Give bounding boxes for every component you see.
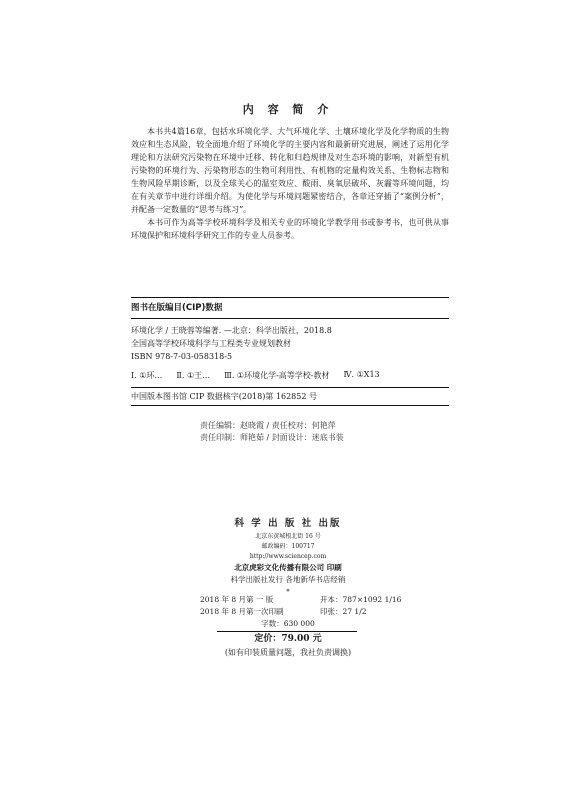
edition-specs xyxy=(200,594,420,659)
publisher-postcode: 邮政编码：100717 xyxy=(261,543,315,550)
summary-paragraph-1: 本书共4篇16章，包括水环境化学、大气环境化学、土壤环境化学及化学物质的生物效应和生态风险，较全面地介绍了环境化学的主要内容和最新研究进展，阐述了运用化学理论和方法研究污染物在环境中迁移、转化和归趋规律及对生态环境的影响，对新型有机污染物的环境行为、污染物形态的生物可利用性、有机物的定量构效关系、生物标志物和生物风险早期诊断，以及全球关心的温室效应、酸雨、臭氧层破坏、灰霾等环境问题，均在有关章节中进行详细介绍。为使化学与环境问题紧密结合，各章还穿插了“案例分析”，并配备一定数量的“思考与练习”。 xyxy=(131,127,449,214)
cip-class-1: Ⅰ. ①环… xyxy=(131,371,163,380)
cip-heading: 图书在版编目(CIP)数据 xyxy=(131,303,223,313)
printing-info: 2018 年 8 月第一次印刷 xyxy=(200,607,284,616)
staff-print-design: 责任印制：师艳茹 / 封面设计：迷底书装 xyxy=(200,433,344,442)
price: 定价：79.00 元 xyxy=(254,634,322,644)
spec-row-2 xyxy=(200,606,420,618)
publisher-name: 科 学 出 版 社 出版 xyxy=(234,518,342,529)
responsible-staff xyxy=(200,420,420,444)
publisher-website: http://www.sciencep.com xyxy=(249,553,327,560)
price-rule xyxy=(217,631,357,632)
cip-bottom-rule xyxy=(131,405,449,406)
publisher-address: 北京东黄城根北街 16 号 xyxy=(255,533,321,540)
summary-paragraph-2: 本书可作为高等学校环境科学及相关专业的环境化学教学用书或参考书，也可供从事环境保护和环境科学研究工作的专业人员参考。 xyxy=(131,218,449,240)
cip-series-line: 全国高等学校环境科学与工程类专业规划教材 xyxy=(131,339,291,348)
cip-data-block xyxy=(131,297,449,406)
cip-class-4: Ⅳ. ①X13 xyxy=(343,370,380,379)
content-summary xyxy=(131,125,449,242)
format-info: 开本：787×1092 1/16 xyxy=(320,595,402,604)
quality-notice: (如有印装质量问题，我社负责调换) xyxy=(224,648,352,657)
spec-row-1 xyxy=(200,594,420,606)
publisher-block xyxy=(0,515,576,598)
staff-editors: 责任编辑：赵晓霞 / 责任校对：何艳萍 xyxy=(200,421,336,430)
printer-name: 北京虎彩文化传播有限公司 印刷 xyxy=(234,563,342,572)
page-title: 内 容 简 介 xyxy=(242,103,334,116)
cip-isbn-line: ISBN 978-7-03-058318-5 xyxy=(131,352,233,361)
cip-class-3: Ⅲ. ①环境化学-高等学校-教材 xyxy=(224,371,330,380)
word-count: 字数：630 000 xyxy=(261,619,315,628)
cip-classification xyxy=(131,363,449,387)
distributor: 科学出版社发行 各地新华书店经销 xyxy=(230,575,346,584)
cip-title-line: 环境化学 / 王晓蓉等编著. —北京：科学出版社，2018.8 xyxy=(131,326,332,335)
sheets-info: 印张：27 1/2 xyxy=(320,607,367,616)
edition-info: 2018 年 8 月第 一 版 xyxy=(200,595,274,604)
cip-record-number: 中国版本图书馆 CIP 数据核字(2018)第 162852 号 xyxy=(131,392,317,401)
cip-class-2: Ⅱ. ①王… xyxy=(176,371,211,380)
separator-star: * xyxy=(286,588,290,596)
